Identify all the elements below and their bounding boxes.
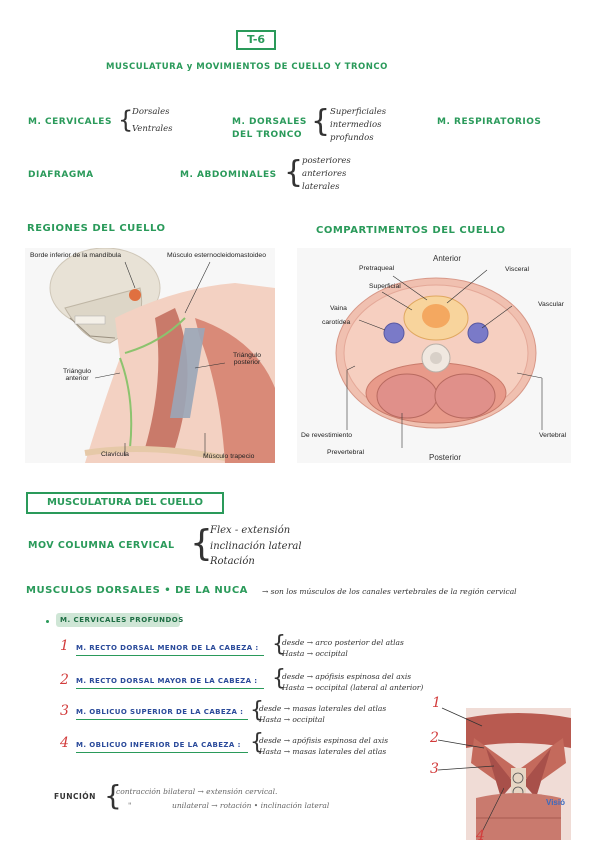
mov-item-1: Flex - extensión <box>210 525 291 536</box>
label-visceral: Visceral <box>505 266 530 273</box>
label-carotidea: carotídea <box>322 319 351 326</box>
photo-num-2: 2 <box>430 730 439 746</box>
regiones-title: REGIONES DEL CUELLO <box>27 223 166 234</box>
muscle-3-name: M. OBLICUO SUPERIOR DE LA CABEZA : <box>76 708 244 716</box>
muscle-4-name: M. OBLICUO INFERIOR DE LA CABEZA : <box>76 741 241 749</box>
photo-num-4: 4 <box>476 828 485 844</box>
dorsales-nuca-title: MUSCULOS DORSALES • DE LA NUCA <box>26 585 248 596</box>
group-dorsales-1: M. DORSALES <box>232 117 307 127</box>
label-vaina: Vaina <box>330 305 347 312</box>
muscle-1-num: 1 <box>60 638 69 654</box>
photo-num-3: 3 <box>430 761 439 777</box>
mov-columna-label: MOV COLUMNA CERVICAL <box>28 540 175 551</box>
muscle-4-underline <box>76 752 248 753</box>
label-anterior: Anterior <box>433 254 462 263</box>
abdominales-item-3: laterales <box>302 182 340 192</box>
funcion-line-1: contracción bilateral → extensión cervical. <box>116 787 278 796</box>
abdominales-item-1: posteriores <box>302 156 351 166</box>
compartimentos-title: COMPARTIMENTOS DEL CUELLO <box>316 225 506 236</box>
dorsales-item-1: Superficiales <box>330 107 387 117</box>
cervicales-item-2: Ventrales <box>132 124 173 134</box>
muscle-3-hasta: Hasta → occipital <box>259 715 325 724</box>
muscle-4-hasta: Hasta → masas laterales del atlas <box>259 747 387 756</box>
label-pretraqueal: Pretraqueal <box>359 265 395 272</box>
label-tri-ant: Triángulo anterior <box>62 368 92 382</box>
muscle-4-desde: desde → apófisis espinosa del axis <box>259 736 389 745</box>
cervicales-item-1: Dorsales <box>132 107 170 117</box>
group-abdominales: M. ABDOMINALES <box>180 170 277 180</box>
muscle-3-desde: desde → masas laterales del atlas <box>259 704 387 713</box>
funcion-ditto: " <box>128 801 132 810</box>
abdominales-item-2: anteriores <box>302 169 347 179</box>
muscle-1-underline <box>76 655 264 656</box>
muscle-1-name: M. RECTO DORSAL MENOR DE LA CABEZA : <box>76 644 259 652</box>
muscle-2-name: M. RECTO DORSAL MAYOR DE LA CABEZA : <box>76 677 258 685</box>
funcion-label: FUNCIÓN <box>54 792 96 801</box>
page-title: MUSCULATURA y MOVIMIENTOS DE CUELLO Y TRONCO <box>106 62 388 72</box>
brace-abdominales: { <box>284 155 304 190</box>
brace-m4: { <box>250 730 264 755</box>
sub-title: M. CERVICALES PROFUNDOS <box>60 616 184 624</box>
mov-item-3: Rotación <box>210 556 255 567</box>
label-vertebral: Vertebral <box>539 432 567 439</box>
label-vascular: Vascular <box>538 301 564 308</box>
label-posterior: Posterior <box>429 453 462 462</box>
group-dorsales-2: DEL TRONCO <box>232 130 302 140</box>
compartimentos-figure <box>297 248 571 463</box>
label-trapecio: Músculo trapecio <box>203 453 255 460</box>
muscle-1-desde: desde → arco posterior del atlas <box>282 638 404 647</box>
brace-m2: { <box>272 666 286 691</box>
brace-cervicales: { <box>118 106 134 134</box>
muscle-1-hasta: Hasta → occipital <box>282 649 348 658</box>
funcion-line-2: unilateral → rotación • inclinación lateral <box>172 801 330 810</box>
muscle-2-hasta: Hasta → occipital (lateral al anterior) <box>282 683 424 692</box>
label-clavicula: Clavícula <box>101 451 129 458</box>
label-revestimiento: De revestimiento <box>301 432 352 439</box>
label-prevertebral: Prevertebral <box>327 449 365 456</box>
group-diafragma: DIAFRAGMA <box>28 170 94 180</box>
topic-label: T-6 <box>246 33 266 46</box>
label-borde: Borde inferior de la mandíbula <box>30 252 122 259</box>
brace-mov: { <box>190 523 213 564</box>
group-cervicales: M. CERVICALES <box>28 117 112 127</box>
label-tri-post: Triángulo posterior <box>232 352 262 366</box>
photo-num-1: 1 <box>432 695 441 711</box>
regiones-figure <box>25 248 275 463</box>
dorsales-item-3: profundos <box>330 133 374 143</box>
dorsales-item-2: intermedios <box>330 120 382 130</box>
muscle-4-num: 4 <box>60 735 69 751</box>
muscle-2-desde: desde → apófisis espinosa del axis <box>282 672 412 681</box>
label-esterno: Músculo esternocleidomastoideo <box>167 252 266 259</box>
bullet-dot <box>46 620 49 623</box>
muscle-3-num: 3 <box>60 703 69 719</box>
neck-cross-section <box>297 248 571 463</box>
musculatura-cuello-box <box>26 492 224 514</box>
muscle-2-num: 2 <box>60 672 69 688</box>
topic-badge <box>236 30 276 50</box>
musculatura-cuello-title: MUSCULATURA DEL CUELLO <box>46 497 204 508</box>
mov-item-2: inclinación lateral <box>210 541 302 552</box>
muscle-3-underline <box>76 719 248 720</box>
brace-funcion: { <box>104 779 122 812</box>
dorsales-nuca-desc: → son los músculos de los canales vertebrales de la región cervical <box>262 587 517 596</box>
muscle-2-underline <box>76 688 264 689</box>
photo-watermark: Visió <box>546 798 565 807</box>
group-respiratorios: M. RESPIRATORIOS <box>437 117 542 127</box>
brace-m3: { <box>250 698 264 723</box>
brace-m1: { <box>272 632 286 657</box>
brace-dorsales: { <box>311 104 331 139</box>
label-superficial: Superficial <box>369 283 401 290</box>
